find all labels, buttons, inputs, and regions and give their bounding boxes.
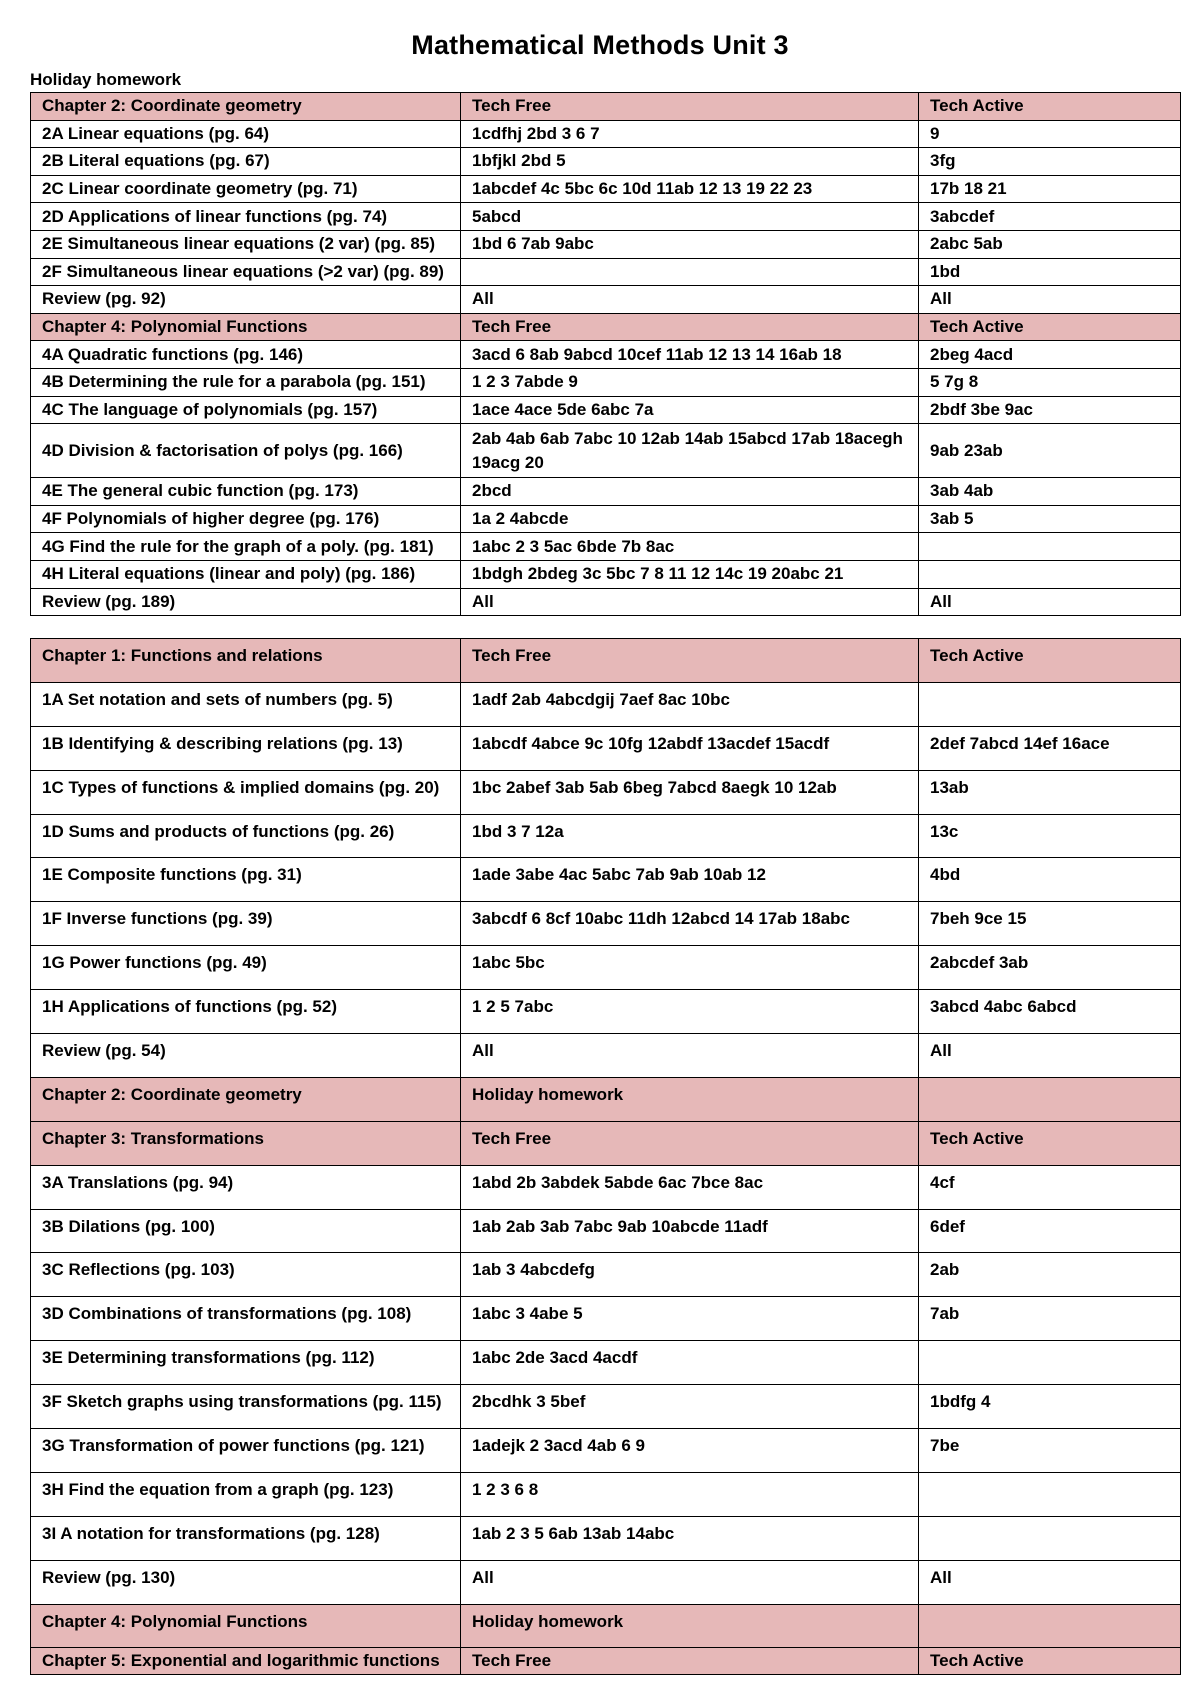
table-row <box>31 148 1181 176</box>
chapter-header-row <box>31 1121 1181 1165</box>
tech-active-cell: Tech Active <box>919 639 1181 683</box>
section-cell: Chapter 2: Coordinate geometry <box>31 93 461 121</box>
section-cell: 3F Sketch graphs using transformations (pg. 115) <box>31 1385 461 1429</box>
tech-free-cell: 1ab 3 4abcdefg <box>461 1253 919 1297</box>
tech-free-cell: 1a 2 4abcde <box>461 505 919 533</box>
section-cell: 1H Applications of functions (pg. 52) <box>31 990 461 1034</box>
table-row <box>31 770 1181 814</box>
tech-active-cell: All <box>919 588 1181 616</box>
tech-free-cell: 2bcdhk 3 5bef <box>461 1385 919 1429</box>
tech-active-cell: 13ab <box>919 770 1181 814</box>
tech-active-cell: 2bdf 3be 9ac <box>919 396 1181 424</box>
section-cell: 4G Find the rule for the graph of a poly. (pg. 181) <box>31 533 461 561</box>
chapter-header-row <box>31 639 1181 683</box>
section-cell: 3A Translations (pg. 94) <box>31 1165 461 1209</box>
section-cell: 4E The general cubic function (pg. 173) <box>31 478 461 506</box>
tech-active-cell <box>919 1516 1181 1560</box>
tech-active-cell: 4cf <box>919 1165 1181 1209</box>
section-cell: 3G Transformation of power functions (pg. 121) <box>31 1429 461 1473</box>
table-row <box>31 588 1181 616</box>
tech-active-cell <box>919 560 1181 588</box>
table-row <box>31 858 1181 902</box>
table-row <box>31 175 1181 203</box>
tech-free-cell: All <box>461 286 919 314</box>
tech-active-cell: 7ab <box>919 1297 1181 1341</box>
tech-free-cell: 1bd 3 7 12a <box>461 814 919 858</box>
section-cell: 3B Dilations (pg. 100) <box>31 1209 461 1253</box>
section-cell: 3H Find the equation from a graph (pg. 123) <box>31 1472 461 1516</box>
section-cell: Chapter 2: Coordinate geometry <box>31 1077 461 1121</box>
section-cell: 2F Simultaneous linear equations (>2 var) (pg. 89) <box>31 258 461 286</box>
tech-active-cell: 3abcdef <box>919 203 1181 231</box>
section-cell: 1G Power functions (pg. 49) <box>31 946 461 990</box>
tech-active-cell: 17b 18 21 <box>919 175 1181 203</box>
tech-free-cell: 1cdfhj 2bd 3 6 7 <box>461 120 919 148</box>
tech-active-cell <box>919 1472 1181 1516</box>
tech-free-cell: Tech Free <box>461 313 919 341</box>
section-cell: 4D Division & factorisation of polys (pg. 166) <box>31 424 461 478</box>
chapter-header-row <box>31 93 1181 121</box>
tech-free-cell: 1ab 2ab 3ab 7abc 9ab 10abcde 11adf <box>461 1209 919 1253</box>
tech-free-cell: 1abd 2b 3abdek 5abde 6ac 7bce 8ac <box>461 1165 919 1209</box>
tech-active-cell <box>919 1604 1181 1648</box>
table-row <box>31 682 1181 726</box>
tech-free-cell: All <box>461 1560 919 1604</box>
section-cell: Review (pg. 54) <box>31 1034 461 1078</box>
tech-active-cell: Tech Active <box>919 1648 1181 1675</box>
tech-active-cell: 2ab <box>919 1253 1181 1297</box>
unit3-homework-table <box>30 638 1181 1675</box>
table-row <box>31 1165 1181 1209</box>
tech-free-cell: 3acd 6 8ab 9abcd 10cef 11ab 12 13 14 16ab 18 <box>461 341 919 369</box>
tech-free-cell: Tech Free <box>461 1121 919 1165</box>
tech-free-cell: 1 2 5 7abc <box>461 990 919 1034</box>
table-row <box>31 478 1181 506</box>
tech-active-cell: 4bd <box>919 858 1181 902</box>
table-row <box>31 1341 1181 1385</box>
tech-free-cell: 1abc 2 3 5ac 6bde 7b 8ac <box>461 533 919 561</box>
page-title: Mathematical Methods Unit 3 <box>411 30 789 60</box>
tech-active-cell: 3abcd 4abc 6abcd <box>919 990 1181 1034</box>
table-row <box>31 368 1181 396</box>
table-row <box>31 424 1181 478</box>
tech-active-cell <box>919 682 1181 726</box>
table-row <box>31 120 1181 148</box>
tech-free-cell: 1bc 2abef 3ab 5ab 6beg 7abcd 8aegk 10 12ab <box>461 770 919 814</box>
table-row <box>31 533 1181 561</box>
tech-free-cell: 1bdgh 2bdeg 3c 5bc 7 8 11 12 14c 19 20abc 21 <box>461 560 919 588</box>
tech-active-cell: 3ab 5 <box>919 505 1181 533</box>
table-row <box>31 341 1181 369</box>
table-row <box>31 203 1181 231</box>
tech-active-cell: All <box>919 1560 1181 1604</box>
section-cell: 2D Applications of linear functions (pg. 74) <box>31 203 461 231</box>
tech-free-cell: Holiday homework <box>461 1077 919 1121</box>
tech-active-cell: 1bd <box>919 258 1181 286</box>
table-row <box>31 1560 1181 1604</box>
tech-active-cell: 2def 7abcd 14ef 16ace <box>919 726 1181 770</box>
table-row <box>31 946 1181 990</box>
tech-free-cell: Tech Free <box>461 93 919 121</box>
section-cell: Chapter 1: Functions and relations <box>31 639 461 683</box>
table-row <box>31 1385 1181 1429</box>
tech-active-cell: 2abcdef 3ab <box>919 946 1181 990</box>
tech-free-cell: 1ade 3abe 4ac 5abc 7ab 9ab 10ab 12 <box>461 858 919 902</box>
tech-free-cell: 1ab 2 3 5 6ab 13ab 14abc <box>461 1516 919 1560</box>
section-cell: 4A Quadratic functions (pg. 146) <box>31 341 461 369</box>
chapter-header-row <box>31 313 1181 341</box>
tech-active-cell: Tech Active <box>919 313 1181 341</box>
tech-active-cell: 7beh 9ce 15 <box>919 902 1181 946</box>
tech-free-cell: 1 2 3 7abde 9 <box>461 368 919 396</box>
tech-free-cell: 1adf 2ab 4abcdgij 7aef 8ac 10bc <box>461 682 919 726</box>
tech-free-cell: 1abcdf 4abce 9c 10fg 12abdf 13acdef 15acdf <box>461 726 919 770</box>
tech-free-cell: 5abcd <box>461 203 919 231</box>
section-cell: 2A Linear equations (pg. 64) <box>31 120 461 148</box>
tech-free-cell: 2ab 4ab 6ab 7abc 10 12ab 14ab 15abcd 17ab 18acegh 19acg 20 <box>461 424 919 478</box>
section-cell: Review (pg. 92) <box>31 286 461 314</box>
section-cell: 4F Polynomials of higher degree (pg. 176) <box>31 505 461 533</box>
tech-free-cell: 1abcdef 4c 5bc 6c 10d 11ab 12 13 19 22 23 <box>461 175 919 203</box>
chapter-header-row <box>31 1077 1181 1121</box>
table-row <box>31 1516 1181 1560</box>
tech-active-cell: 3ab 4ab <box>919 478 1181 506</box>
table-row <box>31 258 1181 286</box>
tech-active-cell: 13c <box>919 814 1181 858</box>
table-row <box>31 505 1181 533</box>
section-cell: Review (pg. 130) <box>31 1560 461 1604</box>
section-cell: 2B Literal equations (pg. 67) <box>31 148 461 176</box>
tech-free-cell: 1abc 3 4abe 5 <box>461 1297 919 1341</box>
section-cell: Chapter 4: Polynomial Functions <box>31 1604 461 1648</box>
tech-free-cell: 2bcd <box>461 478 919 506</box>
tech-active-cell: 7be <box>919 1429 1181 1473</box>
section-cell: 3C Reflections (pg. 103) <box>31 1253 461 1297</box>
chapter-header-row <box>31 1604 1181 1648</box>
tech-active-cell: 2abc 5ab <box>919 230 1181 258</box>
tech-active-cell: Tech Active <box>919 1121 1181 1165</box>
table-row <box>31 396 1181 424</box>
table-row <box>31 1034 1181 1078</box>
table-row <box>31 990 1181 1034</box>
table-row <box>31 902 1181 946</box>
table-row <box>31 286 1181 314</box>
table-row <box>31 1472 1181 1516</box>
tech-active-cell: All <box>919 1034 1181 1078</box>
section-cell: Review (pg. 189) <box>31 588 461 616</box>
table-row <box>31 230 1181 258</box>
tech-free-cell <box>461 258 919 286</box>
section-cell: 1D Sums and products of functions (pg. 26) <box>31 814 461 858</box>
section-cell: 3E Determining transformations (pg. 112) <box>31 1341 461 1385</box>
tech-free-cell: All <box>461 1034 919 1078</box>
tech-active-cell: All <box>919 286 1181 314</box>
section-cell: 4B Determining the rule for a parabola (pg. 151) <box>31 368 461 396</box>
tech-active-cell: 9ab 23ab <box>919 424 1181 478</box>
tech-free-cell: 1abc 2de 3acd 4acdf <box>461 1341 919 1385</box>
section-cell: 1F Inverse functions (pg. 39) <box>31 902 461 946</box>
tech-free-cell: 1bfjkl 2bd 5 <box>461 148 919 176</box>
tech-active-cell: 9 <box>919 120 1181 148</box>
table-row <box>31 814 1181 858</box>
section-cell: 1B Identifying & describing relations (pg. 13) <box>31 726 461 770</box>
section-cell: Chapter 4: Polynomial Functions <box>31 313 461 341</box>
tech-free-cell: 1bd 6 7ab 9abc <box>461 230 919 258</box>
table-row <box>31 1429 1181 1473</box>
tech-free-cell: All <box>461 588 919 616</box>
table-row <box>31 1297 1181 1341</box>
tech-free-cell: 1abc 5bc <box>461 946 919 990</box>
section-cell: 1E Composite functions (pg. 31) <box>31 858 461 902</box>
tech-active-cell: 1bdfg 4 <box>919 1385 1181 1429</box>
tech-active-cell: 5 7g 8 <box>919 368 1181 396</box>
unit3-homework-table-body <box>31 639 1181 1675</box>
holiday-homework-table <box>30 92 1181 616</box>
section-cell: 2E Simultaneous linear equations (2 var) (pg. 85) <box>31 230 461 258</box>
tech-active-cell <box>919 1077 1181 1121</box>
section-cell: 3D Combinations of transformations (pg. 108) <box>31 1297 461 1341</box>
section-cell: 3I A notation for transformations (pg. 128) <box>31 1516 461 1560</box>
section-cell: Chapter 3: Transformations <box>31 1121 461 1165</box>
tech-active-cell <box>919 533 1181 561</box>
tech-active-cell <box>919 1341 1181 1385</box>
tech-active-cell: 6def <box>919 1209 1181 1253</box>
page-subtitle: Holiday homework <box>30 70 182 89</box>
section-cell: 4C The language of polynomials (pg. 157) <box>31 396 461 424</box>
tech-active-cell: 2beg 4acd <box>919 341 1181 369</box>
tech-free-cell: 1adejk 2 3acd 4ab 6 9 <box>461 1429 919 1473</box>
table-row <box>31 560 1181 588</box>
table-row <box>31 726 1181 770</box>
section-cell: 1C Types of functions & implied domains (pg. 20) <box>31 770 461 814</box>
section-cell: 4H Literal equations (linear and poly) (pg. 186) <box>31 560 461 588</box>
tech-active-cell: 3fg <box>919 148 1181 176</box>
tech-free-cell: Holiday homework <box>461 1604 919 1648</box>
tech-active-cell: Tech Active <box>919 93 1181 121</box>
table-row <box>31 1209 1181 1253</box>
tech-free-cell: Tech Free <box>461 639 919 683</box>
tech-free-cell: Tech Free <box>461 1648 919 1675</box>
table-row <box>31 1253 1181 1297</box>
section-cell: Chapter 5: Exponential and logarithmic functions <box>31 1648 461 1675</box>
tech-free-cell: 1ace 4ace 5de 6abc 7a <box>461 396 919 424</box>
holiday-homework-table-body <box>31 93 1181 616</box>
chapter-header-row <box>31 1648 1181 1675</box>
tech-free-cell: 1 2 3 6 8 <box>461 1472 919 1516</box>
tech-free-cell: 3abcdf 6 8cf 10abc 11dh 12abcd 14 17ab 18abc <box>461 902 919 946</box>
section-cell: 2C Linear coordinate geometry (pg. 71) <box>31 175 461 203</box>
section-cell: 1A Set notation and sets of numbers (pg. 5) <box>31 682 461 726</box>
